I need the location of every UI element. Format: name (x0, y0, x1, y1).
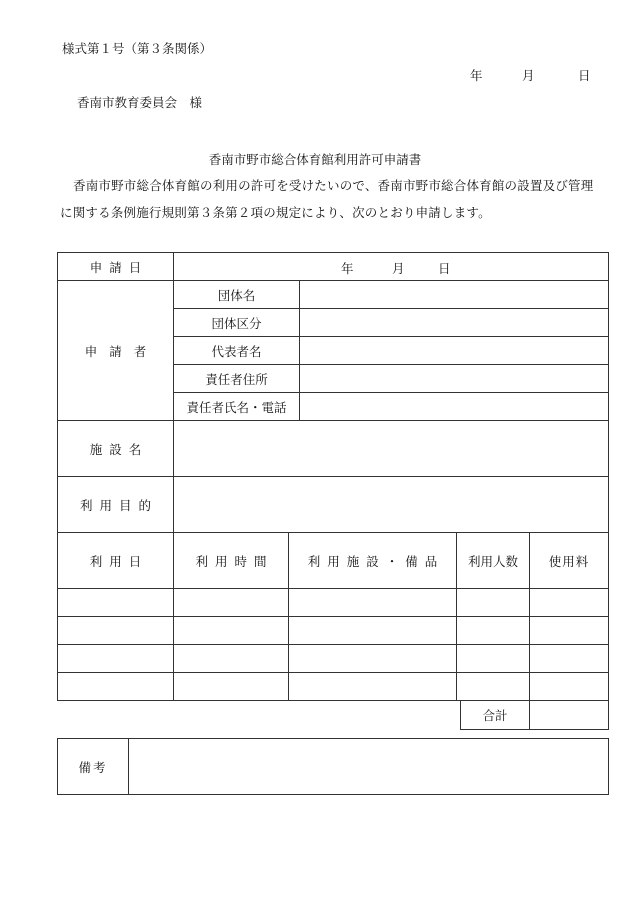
applicant-label: 申請者 (84, 343, 159, 359)
date-month-label: 月 (522, 68, 535, 83)
usage-facility-cell[interactable] (289, 645, 456, 672)
usage-time-header-label: 利用時間 (195, 553, 274, 569)
usage-facility-header (289, 533, 456, 588)
organization-name-label-cell (174, 281, 299, 308)
usage-date-cell[interactable] (58, 645, 173, 672)
organization-category-label: 団体区分 (211, 315, 262, 331)
application-date-year: 年 (341, 261, 354, 276)
total-field[interactable] (530, 701, 608, 729)
application-date-day: 日 (438, 261, 451, 276)
usage-facility-cell[interactable] (289, 673, 456, 700)
organization-category-field[interactable] (300, 309, 608, 336)
representative-name-field[interactable] (300, 337, 608, 364)
form-number: 様式第１号（第３条関係） (62, 41, 213, 56)
usage-fee-cell[interactable] (530, 645, 608, 672)
remarks-field[interactable] (129, 739, 608, 794)
usage-date-header-label: 利用日 (89, 553, 149, 569)
manager-address-label-cell (174, 365, 299, 392)
usage-time-cell[interactable] (174, 645, 288, 672)
usage-time-cell[interactable] (174, 673, 288, 700)
usage-fee-cell[interactable] (530, 589, 608, 616)
usage-fee-header (530, 533, 608, 588)
intro-paragraph: 香南市野市総合体育館の利用の許可を受けたいので、香南市野市総合体育館の設置及び管理に関する条例施行規則第３条第２項の規定により、次のとおり申請します。 (60, 178, 594, 220)
application-date-label-cell (58, 253, 173, 280)
remarks-label-cell (58, 739, 128, 794)
usage-people-cell[interactable] (457, 617, 529, 644)
application-date-label: 申請日 (89, 259, 149, 275)
facility-name-label: 施設名 (89, 441, 149, 457)
purpose-label: 利用目的 (79, 497, 158, 513)
usage-time-cell[interactable] (174, 589, 288, 616)
usage-facility-cell[interactable] (289, 589, 456, 616)
purpose-field[interactable] (174, 477, 608, 532)
usage-fee-cell[interactable] (530, 673, 608, 700)
manager-address-label: 責任者住所 (205, 371, 268, 387)
usage-facility-cell[interactable] (289, 617, 456, 644)
usage-fee-cell[interactable] (530, 617, 608, 644)
remarks-label: 備考 (78, 759, 108, 775)
usage-date-header (58, 533, 173, 588)
manager-name-phone-field[interactable] (300, 393, 608, 420)
organization-name-label: 団体名 (217, 287, 256, 303)
date-year-label: 年 (470, 68, 483, 83)
application-date-month: 月 (392, 261, 405, 276)
application-date-field[interactable] (174, 253, 608, 280)
usage-time-cell[interactable] (174, 617, 288, 644)
facility-name-field[interactable] (174, 421, 608, 476)
usage-people-cell[interactable] (457, 645, 529, 672)
usage-date-cell[interactable] (58, 589, 173, 616)
facility-name-label-cell (58, 421, 173, 476)
usage-people-header-label: 利用人数 (467, 553, 518, 569)
usage-fee-header-label: 使用料 (548, 553, 590, 569)
manager-name-phone-label: 責任者氏名・電話 (186, 399, 287, 415)
total-label-cell (461, 701, 529, 729)
usage-people-cell[interactable] (457, 673, 529, 700)
usage-date-cell[interactable] (58, 617, 173, 644)
usage-people-cell[interactable] (457, 589, 529, 616)
total-label: 合計 (482, 708, 508, 723)
manager-name-phone-label-cell (174, 393, 299, 420)
representative-name-label-cell (174, 337, 299, 364)
organization-name-field[interactable] (300, 281, 608, 308)
usage-facility-header-label: 利用施設・備品 (307, 553, 445, 569)
usage-time-header (174, 533, 288, 588)
applicant-label-cell (58, 281, 173, 420)
organization-category-label-cell (174, 309, 299, 336)
usage-people-header (457, 533, 529, 588)
addressee: 香南市教育委員会 様 (77, 95, 203, 110)
date-day-label: 日 (578, 68, 591, 83)
manager-address-field[interactable] (300, 365, 608, 392)
usage-date-cell[interactable] (58, 673, 173, 700)
representative-name-label: 代表者名 (211, 343, 262, 359)
form-title: 香南市野市総合体育館利用許可申請書 (208, 152, 422, 167)
purpose-label-cell (58, 477, 173, 532)
